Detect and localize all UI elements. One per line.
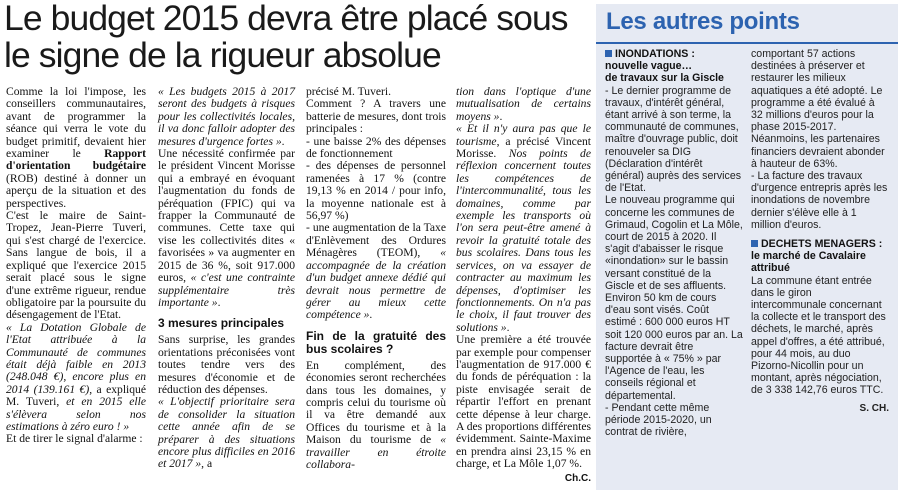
text: Comme la loi l'impose, les conseillers communautaires, avant de programmer la séance qui verra le vote du budget primitif, devaient hier examiner le [6,85,146,161]
quote: et en 2015 elle s'élèvera selon nos estimations à zéro euro ! » [6,395,146,433]
bold-text: Rapport d'orientation budgétaire [6,147,146,173]
kicker-dechets [751,238,889,250]
headline: Le budget 2015 devra être placé sous le signe de la rigueur absolue [4,0,568,75]
quote: « Les budgets 2015 à 2017 seront des budgets à risques pour les collectivités locales, il va donc falloir adopter des mesures d'urgence fortes » [158,85,295,148]
quote-paragraph [456,86,591,123]
paragraph: précisé M. Tuveri. [306,85,392,98]
paragraph [306,360,446,472]
paragraph: Comment ? A travers une batterie de mesures, dont trois principales : [306,97,446,136]
text: (ROB) destiné à donner un aperçu de la situation et des perspectives. [6,171,146,210]
paragraph [6,86,146,210]
text: . [499,109,503,123]
subheading: Fin de la gratuité des bus scolaires ? [306,328,446,356]
paragraph [158,148,295,309]
quote-paragraph [6,322,146,434]
text: . [217,295,221,309]
sidebar-box [596,4,898,490]
sidebar-column-1 [605,48,743,439]
author-signature: Ch.C. [564,472,591,484]
sidebar-paragraph: comportant 57 actions destinées à préserver et restaurer les milieux aquatiques a été adopté. Le programme a été évalué à 32 millions d'euros pour la phase 2015-2017. Néanmoins, les partenaires financiers devraient abonder à hauteur de 63%. [751,48,885,170]
sidebar-paragraph: - La facture des travaux d'urgence entrepris après les inondations de novembre dernier s'élève elle à 1 million d'euros. [751,170,888,231]
kicker-label: DECHETS MENAGERS : [761,238,883,251]
article-column-1 [6,86,146,446]
sidebar-column-2 [751,48,889,415]
quote: Nos points de réflexion concernent toutes les compétences de l'intercommunalité, tous les domaines, comme par exemple les transports où l'on sera peut-être amené à revoir la gratuité totale des bus scolaires. Dans tous les services, on va essayer de contracter au maximum les dépenses, d'optimiser les fonctionnements. On n'a pas le choix, il faut trouver des solutions » [456,147,591,334]
text: . [281,134,285,148]
text: Une nécessité confirmée par le président Vincent Morisse qui a embrayé en évoquant l'augmentation du fonds de péréquation (FPIC) qui va frapper la Communauté de communes. Cette taxe qui vise les collectivités dites « favorisées » va augmenter en 2015 de 36 %, soit 917.000 euros, [158,147,295,285]
quote-paragraph [456,123,591,334]
quote-paragraph [158,86,295,148]
kicker-label: INONDATIONS : [615,48,695,60]
text: . [506,320,510,334]
quote: « c'est une contrainte supplémentaire très importante » [158,271,295,309]
sidebar-paragraph: - Le dernier programme de travaux, d'intérêt général, étant arrivé à son terme, la communauté de communes, maître d'ouvrage public, doit renouveler sa DIG (Déclaration d'intérêt général) auprès des services de l'Etat. [605,84,742,195]
square-bullet-icon [751,240,758,247]
list-item: - une baisse 2% des dépenses de fonctionnement [306,134,446,161]
sidebar-divider [596,42,898,44]
sidebar-paragraph: Le nouveau programme qui concerne les communes de Grimaud, Cogolin et La Môle, court de 2015 à 2020. Il s'agit d'abaisser le risque «inondation» sur le bassin versant constitué de la Giscle et de ses affluents. Environ 50 km de cours d'eau sont visés. Coût estimé : 600 000 euros HT soit 120 000 euros par an. La facture devrait être supportée à « 75% » par l'Agence de l'eau, les conseils régional et départemental. [605,194,743,402]
article-column-2 [158,86,295,471]
quote: « accompagnée de la création d'un budget annexe dédié qui devrait nous permettre de gérer au mieux cette compétence » [306,246,446,322]
quote: « Et il n'y aura pas que le tourisme [456,122,591,148]
article-column-4 [456,86,591,485]
quote: « La Dotation Globale de l'Etat attribuée à la Communauté de communes était déjà faible en 2013 (248.048 €), encore plus en 2014 (139.161 €) [6,320,146,396]
text: . [369,308,373,322]
subheading: 3 mesures principales [158,316,285,331]
text: , a [201,457,213,471]
kicker-line: nouvelle vague… [605,60,693,73]
quote-paragraph [158,396,295,470]
text: , a précisé Vincent Morisse. [456,134,591,161]
kicker-inondations [605,48,743,60]
sidebar-signature: S. CH. [859,402,889,414]
sidebar-paragraph: La commune étant entrée dans le giron intercommunale concernant la collecte et le transport des déchets, le marché, après appel d'offres, a été attribué, pour 44 mois, au duo Pizorno-Nicollin pour un montant, après négociation, de 3 338 142,76 euros TTC. [751,274,886,397]
square-bullet-icon [605,50,612,57]
text: , a expliqué M. Tuveri, [6,382,147,409]
quote: tion dans l'optique d'une mutualisation de certains moyens » [456,85,591,123]
paragraph: C'est le maire de Saint-Tropez, Jean-Pierre Tuveri, qui s'est chargé de l'exercice. Sans langue de bois, il a expliqué que l'exercice 2015 serait placé sous le signe d'une extrême rigueur, rendue obligatoire par la poursuite du désengagement de l'Etat. [6,209,146,322]
sidebar-paragraph: - Pendant cette même période 2015-2020, un contrat de rivière, [605,401,712,439]
text: En complément, des économies seront recherchées dans tous les domaines, y compris celui du tourisme où il va être demandé aux Offices du tourisme et à la Maison du tourisme de [306,358,446,447]
quote: « travailler en étroite collabora- [306,433,446,471]
list-item [306,222,446,321]
text: - une augmentation de la Taxe d'Enlèvement des Ordures Ménagères (TEOM), [306,221,446,260]
paragraph: Une première a été trouvée par exemple pour compenser l'augmentation de 917.000 € du fonds de péréquation : la piste envisagée serait de répartir l'effort en prenant cette dépense à leur charge. A des proportions différentes évidemment. Sainte-Maxime en prendra ainsi 23,15 % en charge, et La Môle 1,07 %. [456,333,591,471]
article-column-3 [306,86,446,471]
kicker-line: le marché de Cavalaire attribué [751,250,866,275]
paragraph: Et de tirer le signal d'alarme : [6,432,143,446]
kicker-line: de travaux sur la Giscle [605,72,724,85]
quote: « L'objectif prioritaire sera de consolider la situation cette année afin de se préparer à des situations encore plus difficiles en 2016 et 2017 » [158,395,295,471]
list-item: - des dépenses de personnel ramenées à 17 % (contre 19,13 % en 2014 / pour info, la moyenne nationale est à 56,97 %) [306,159,446,223]
sidebar-title: Les autres points [606,8,800,35]
paragraph: Sans surprise, les grandes orientations préconisées vont toutes tendre vers des mesures d'économie et de réduction des dépenses. [158,333,295,396]
